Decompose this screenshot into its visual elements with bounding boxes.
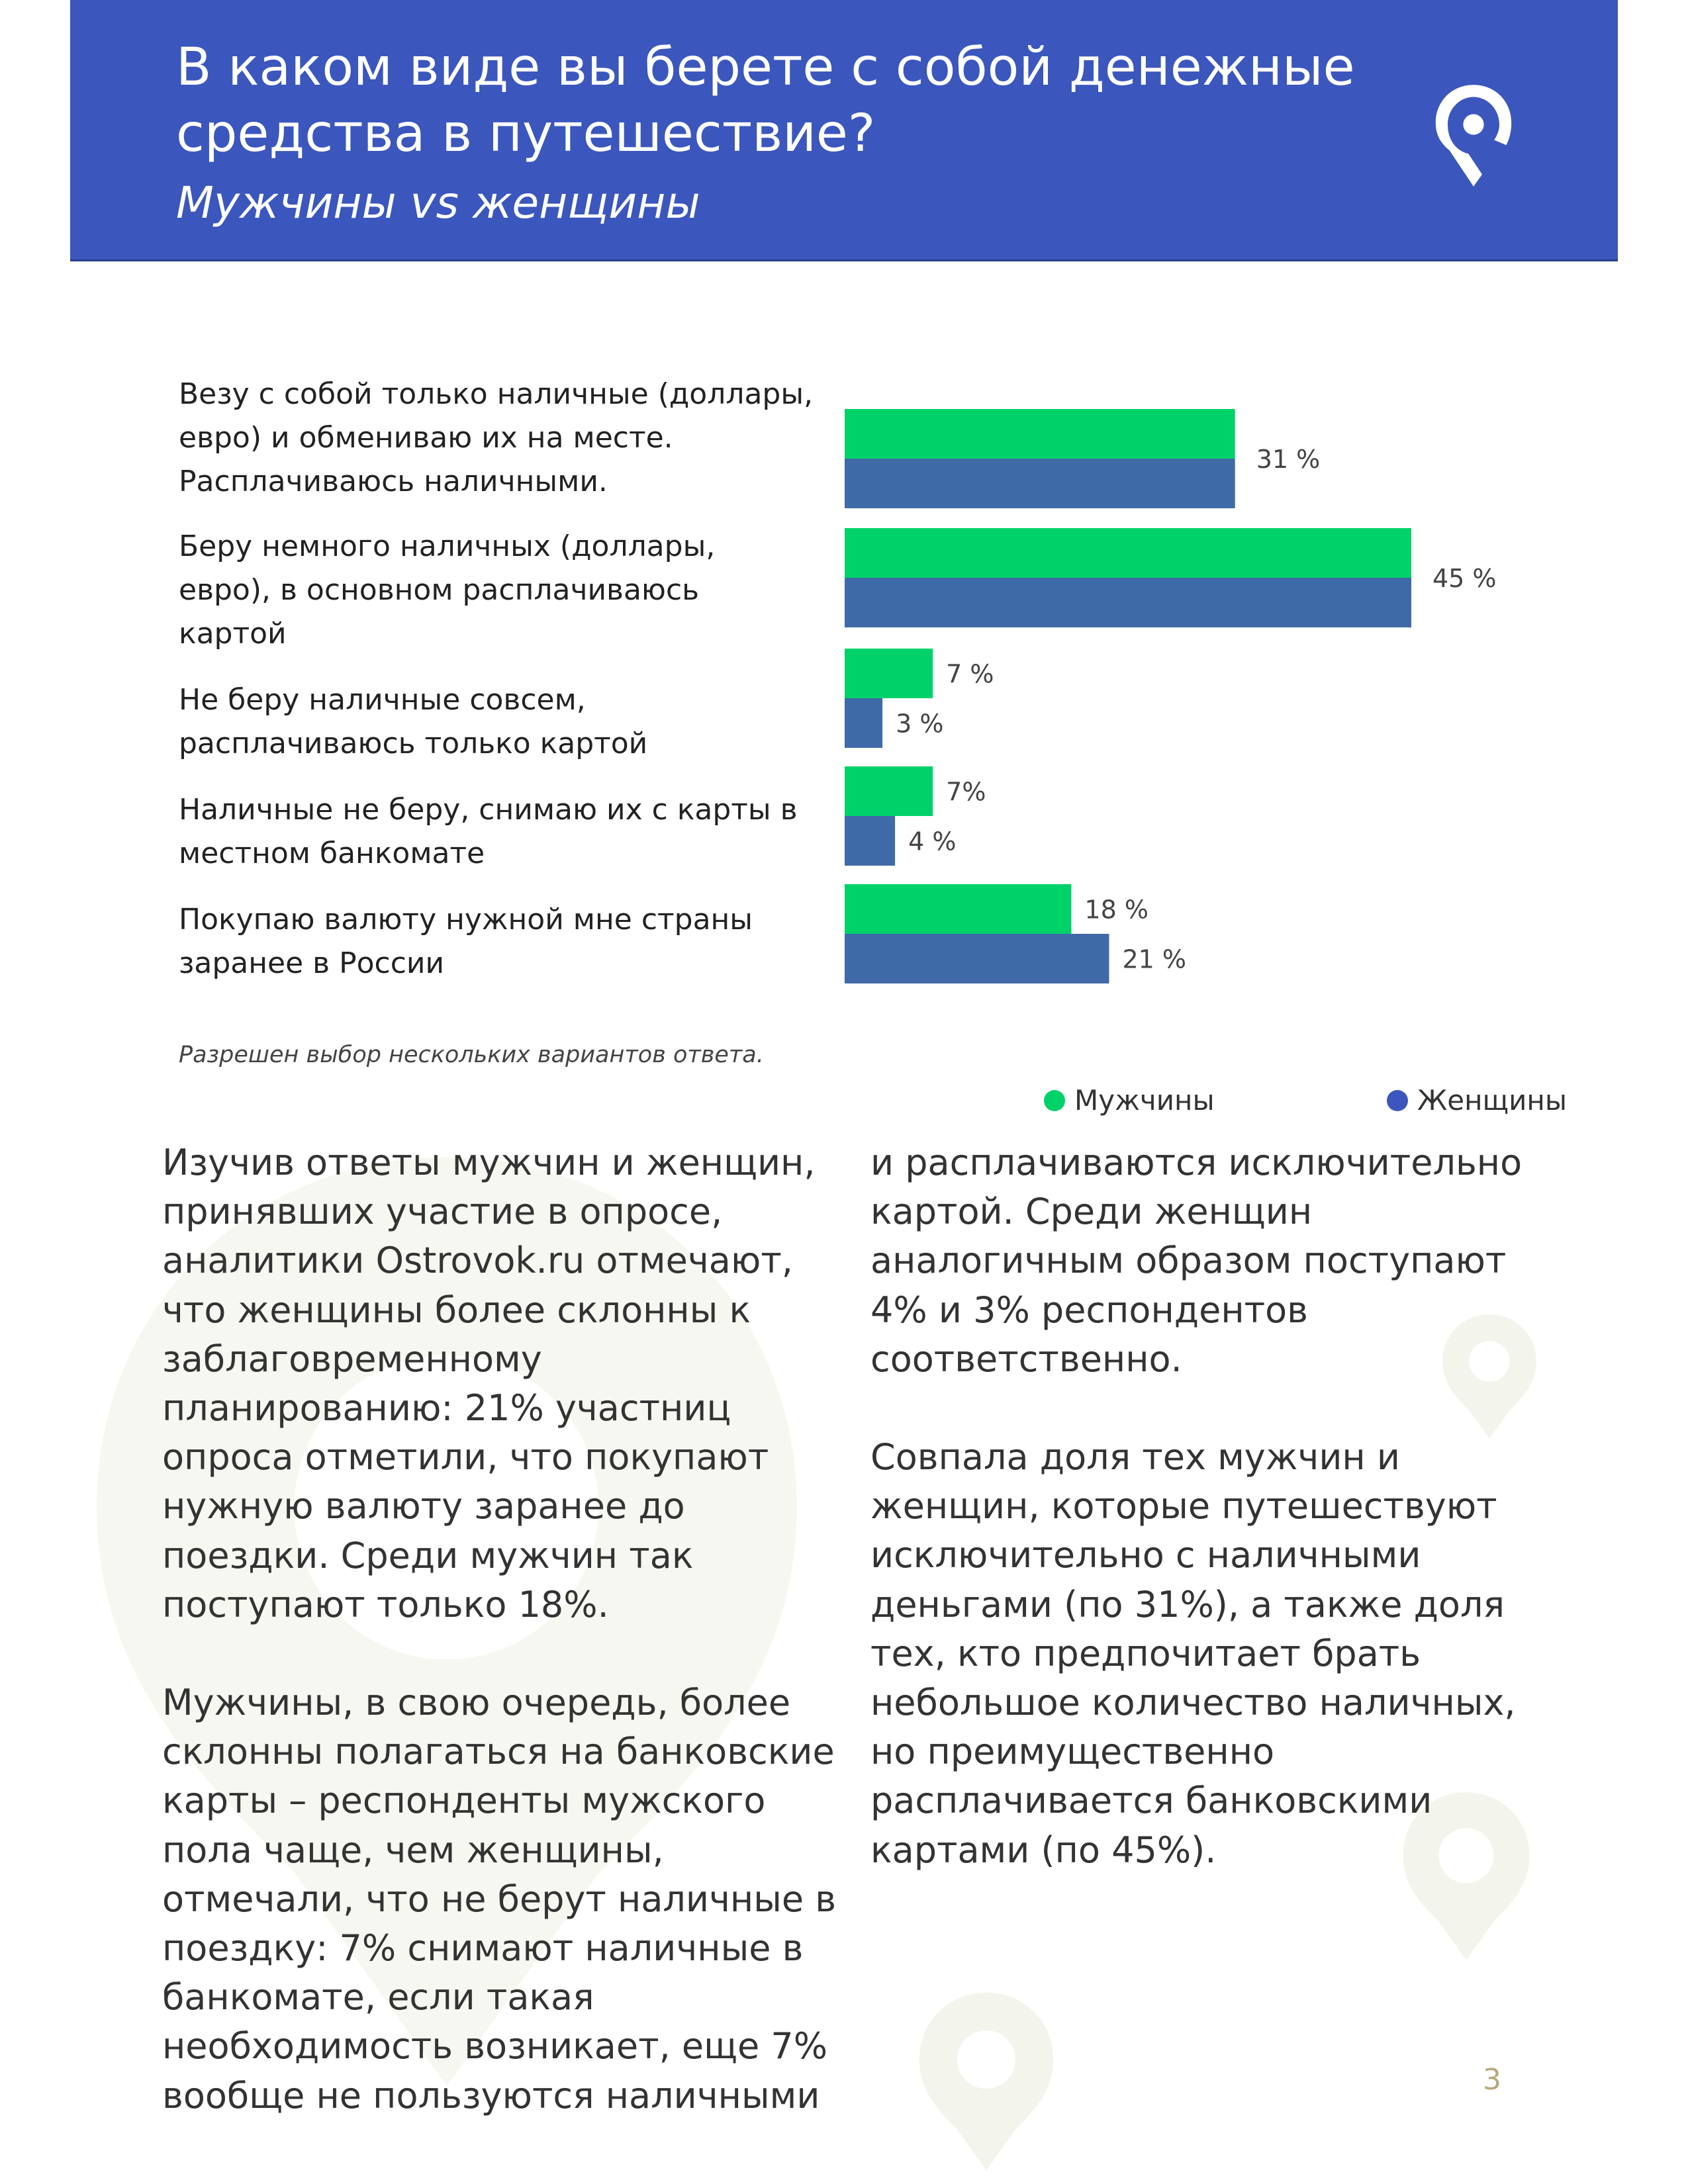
page-subtitle: Мужчины vs женщины [176,177,700,228]
body-paragraph: и расплачиваются исключительно картой. Среди женщин аналогичным образом поступают 4% и 3% респондентов соответственно. [870,1142,1523,1380]
bar-men [845,409,1235,459]
data-label: 7 % [946,659,994,689]
bar-women [845,459,1235,508]
category-label: Беру немного наличных (доллары, евро), в основном расплачиваюсь картой [179,529,716,651]
data-label: 45 % [1432,564,1497,593]
category-label: Наличные не беру, снимаю их с карты в местном банкомате [179,793,798,870]
legend-men-swatch [1044,1090,1065,1111]
body-paragraph: Мужчины, в свою очередь, более склонны полагаться на банковские карты – респонденты мужского пола чаще, чем женщины, отмечали, что не берут наличные в поездку: 7% снимают наличные в банкомате, если такая необходимость возникает, еще 7% вообще не пользуются наличными [162,1682,837,2116]
page-title: В каком виде вы берете с собой денежные средства в путешествие? [176,38,1355,163]
data-label: 3 % [896,709,944,739]
bar-women [845,578,1411,627]
data-label: 18 % [1084,895,1149,925]
category-label: Покупаю валюту нужной мне страны заранее в России [179,903,753,980]
bar-men [845,884,1071,934]
bar-women [845,816,895,866]
bar-women [845,934,1109,983]
bar-men [845,766,933,816]
body-paragraph: Совпала доля тех мужчин и женщин, которые путешествуют исключительно с наличными деньгами (по 31%), а также доля тех, кто предпочитает брать небольшое количество наличных, но преимущественно расплачивается банковскими картами (по 45%). [870,1436,1516,1871]
data-label: 4 % [908,827,957,856]
legend-item-women [1387,1084,1567,1116]
bar-women [845,698,882,748]
watermark-pin-icon [914,1985,1059,2177]
body-column-left [162,1138,837,2120]
body-paragraph: Изучив ответы мужчин и женщин, принявших участие в опросе, аналитики Ostrovok.ru отмечают, что женщины более склонны к заблаговременному планированию: 21% участниц опроса отметили, что покупают нужную валюту заранее до поездки. Среди мужчин так поступают только 18%. [162,1142,816,1625]
data-label: 7% [946,777,986,807]
body-column-right [870,1138,1546,1875]
category-label: Не беру наличные совсем, расплачиваюсь только картой [179,683,648,760]
category-label: Везу с собой только наличные (доллары, евро) и обмениваю их на месте. Расплачиваюсь наличными. [179,377,814,498]
legend-women-label: Женщины [1417,1084,1568,1116]
legend-item-men [1044,1084,1215,1116]
bar-men [845,649,933,698]
page-number: 3 [1483,2063,1501,2097]
legend-women-swatch [1387,1090,1408,1111]
chart-note: Разрешен выбор нескольких вариантов ответа. [179,1042,764,1068]
data-label: 21 % [1122,944,1187,974]
data-label: 31 % [1256,445,1321,474]
bar-men [845,528,1411,578]
legend-men-label: Мужчины [1074,1084,1215,1116]
